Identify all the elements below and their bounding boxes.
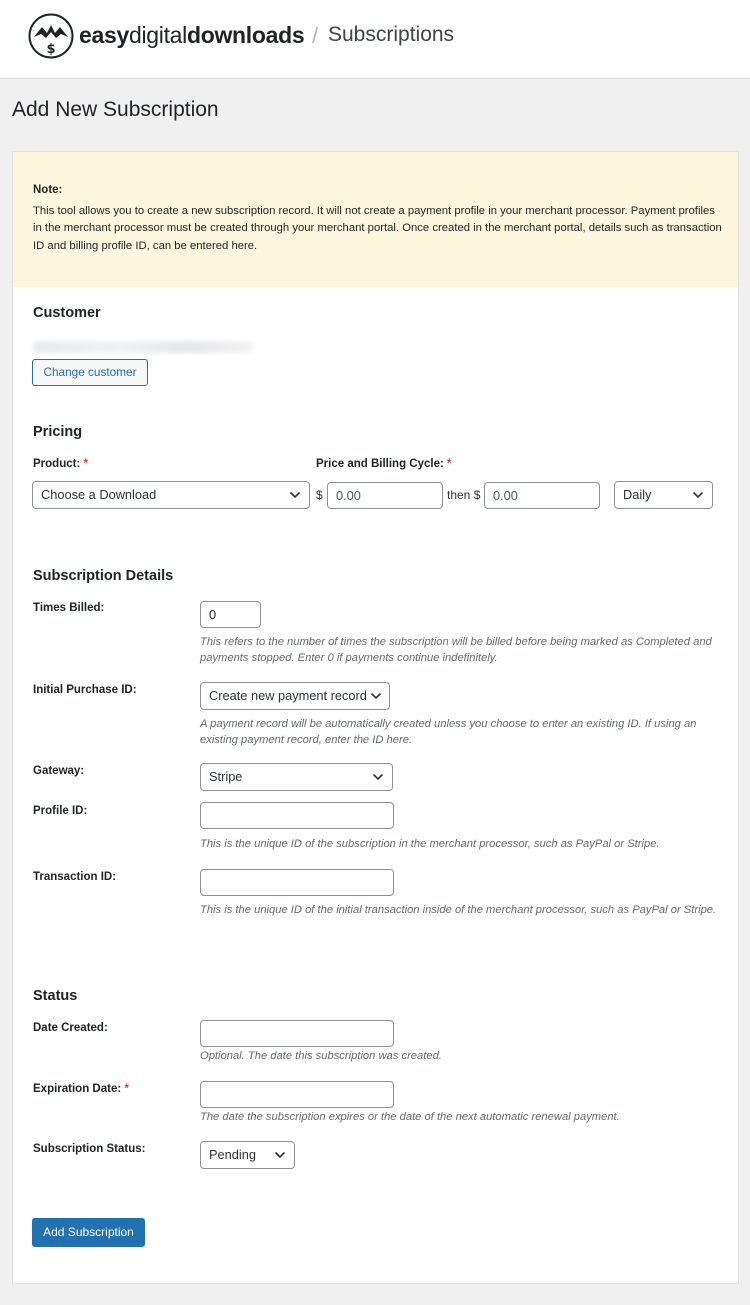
expiration-date-input[interactable] [200,1081,394,1108]
billing-period-value: Daily [623,487,652,502]
chevron-down-icon [274,1151,286,1159]
subscription-details-heading: Subscription Details [33,568,174,584]
gateway-select[interactable] [200,763,393,791]
price-billing-label-text: Price and Billing Cycle: [316,458,444,470]
transaction-id-input[interactable] [200,869,394,896]
initial-purchase-value: Create new payment record [209,688,367,703]
chevron-down-icon [692,491,704,499]
brand-part-downloads: downloads [186,22,305,48]
billing-period-select[interactable] [614,481,713,509]
note-label: Note: [33,184,63,196]
subscription-status-value: Pending [209,1147,256,1162]
note-banner [13,152,738,287]
expiration-date-label [33,1083,129,1095]
expiration-date-label-text: Expiration Date: [33,1083,122,1095]
times-billed-description: This refers to the number of times the subscription will be billed before being marked as Completed and payments stopped. Enter 0 if payments continue indefinitely. [200,636,712,664]
times-billed-label: Times Billed: [33,602,105,614]
product-required-mark: * [83,458,88,470]
expiration-required-mark: * [124,1083,129,1095]
breadcrumb-current: Subscriptions [328,23,455,46]
times-billed-input[interactable] [200,601,261,628]
top-header [0,0,750,79]
initial-price-input[interactable] [327,482,443,509]
subscription-status-label: Subscription Status: [33,1143,146,1155]
recurring-price-input[interactable] [484,482,600,509]
product-select[interactable] [32,481,310,509]
profile-id-description: This is the unique ID of the subscription in the merchant processor, such as PayPal or Stripe. [200,838,660,850]
expiration-date-description: The date the subscription expires or the date of the next automatic renewal payment. [200,1111,620,1123]
chevron-down-icon [289,491,301,499]
profile-id-input[interactable] [200,802,394,829]
svg-text:$: $ [46,42,56,57]
recurring-price-placeholder: 0.00 [493,488,518,503]
customer-email-redacted [33,341,253,353]
initial-purchase-description: A payment record will be automatically created unless you choose to enter an existing ID. If using an existing payment record, enter the ID here. [200,718,697,746]
product-select-value: Choose a Download [41,487,157,502]
date-created-description: Optional. The date this subscription was created. [200,1050,442,1062]
date-created-input[interactable] [200,1020,394,1047]
breadcrumb-separator: / [312,23,319,48]
brand-part-digital: digital [128,22,187,48]
transaction-id-label: Transaction ID: [33,871,117,883]
chevron-down-icon [370,692,382,700]
subscription-status-select[interactable] [200,1141,295,1169]
price-billing-label [316,458,452,470]
gateway-label: Gateway: [33,765,85,777]
profile-id-label: Profile ID: [33,805,88,817]
brand-part-easy: easy [79,22,129,48]
product-label-text: Product: [33,458,81,470]
customer-heading: Customer [33,305,101,321]
price-required-mark: * [447,458,452,470]
initial-purchase-select[interactable] [200,682,390,710]
then-label: then $ [447,488,481,502]
gateway-value: Stripe [209,769,243,784]
brand-wordmark[interactable] [79,22,304,49]
edd-logo-icon[interactable] [28,13,74,59]
status-heading: Status [33,988,78,1004]
initial-price-placeholder: 0.00 [336,488,361,503]
currency-symbol: $ [316,488,323,502]
pricing-heading: Pricing [33,424,83,440]
change-customer-button[interactable]: Change customer [32,359,148,386]
times-billed-value: 0 [209,607,217,622]
add-subscription-button[interactable]: Add Subscription [32,1218,145,1247]
date-created-label: Date Created: [33,1022,108,1034]
note-text: This tool allows you to create a new subscription record. It will not create a payment profile in your merchant processor. Payment profiles in the merchant processor must be created through your merchant portal. Once created in the merchant portal, details such as transaction ID and billing profile ID, can be entered here. [33,205,722,252]
transaction-id-description: This is the unique ID of the initial transaction inside of the merchant processor, such as PayPal or Stripe. [200,904,717,916]
product-label [33,458,88,470]
chevron-down-icon [372,773,384,781]
initial-purchase-label: Initial Purchase ID: [33,684,137,696]
page-title: Add New Subscription [12,98,219,121]
subscription-form-card [12,151,739,1284]
